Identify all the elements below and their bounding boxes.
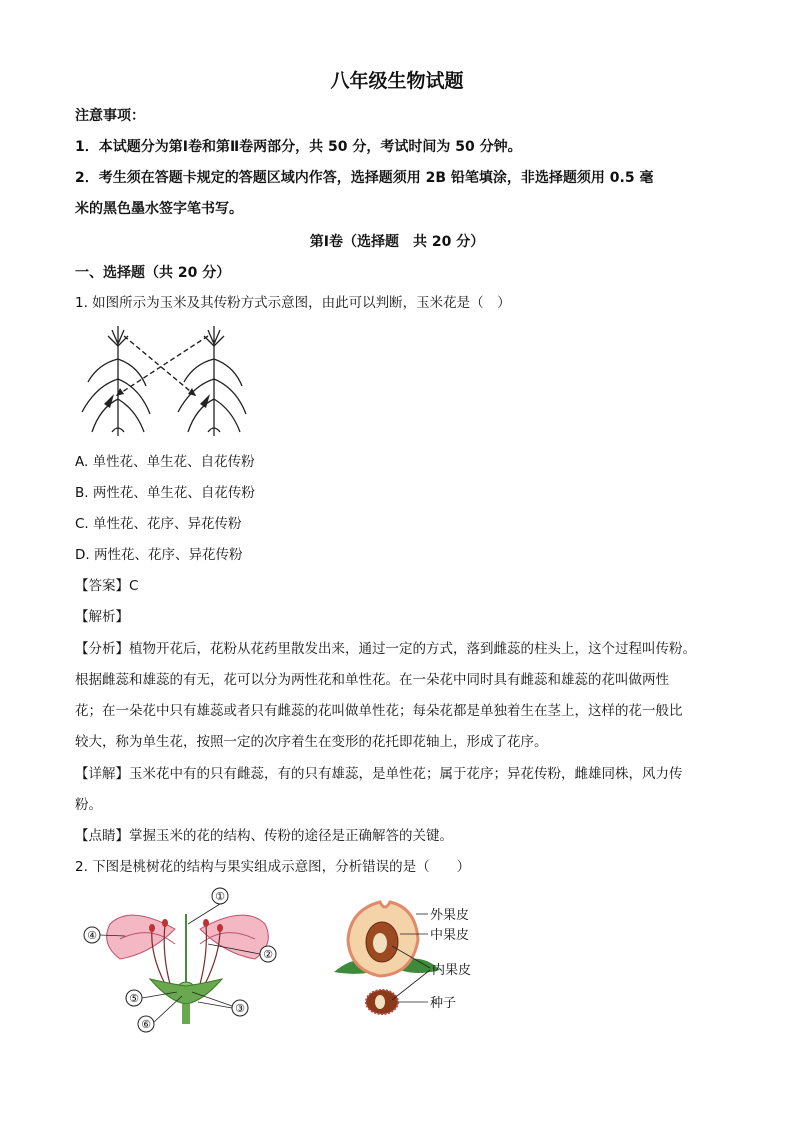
q1-option-d: D. 两性花、花序、异花传粉	[75, 547, 243, 563]
analysis-line-2: 根据雌蕊和雄蕊的有无，花可以分为两性花和单性花。在一朵花中同时具有雌蕊和雄蕊的花叫做两性	[75, 672, 669, 688]
analysis-line-6: 粉。	[75, 797, 102, 813]
notes-heading: 注意事项：	[75, 108, 145, 124]
flower-label-6: ⑥	[141, 1018, 151, 1031]
flower-label-3: ③	[235, 1002, 245, 1015]
analysis-line-1: 【分析】植物开花后，花粉从花药里散发出来，通过一定的方式，落到雌蕊的柱头上，这个过程叫传粉。	[75, 641, 696, 657]
flower-label-4: ④	[87, 929, 97, 942]
analysis-line-4: 较大，称为单生花，按照一定的次序着生在变形的花托即花轴上，形成了花序。	[75, 734, 548, 750]
flower-label-2: ②	[263, 948, 273, 961]
answer-label: 【答案】	[75, 578, 129, 594]
section1-title: 一、选择题（共 20 分）	[75, 265, 231, 281]
q1-option-c: C. 单性花、花序、异花传粉	[75, 516, 242, 532]
note-item-1: 1．本试题分为第Ⅰ卷和第Ⅱ卷两部分，共 50 分，考试时间为 50 分钟。	[75, 139, 522, 155]
part1-title: 第Ⅰ卷（选择题 共 20 分）	[309, 234, 485, 250]
page-title: 八年级生物试题	[330, 70, 464, 92]
fruit-label-exocarp: 外果皮	[430, 908, 470, 923]
peach-flower-figure	[80, 884, 290, 1034]
q1-stem: 1. 如图所示为玉米及其传粉方式示意图，由此可以判断，玉米花是（ ）	[75, 295, 511, 311]
fruit-label-mesocarp: 中果皮	[430, 928, 470, 943]
q2-stem: 2. 下图是桃树花的结构与果实组成示意图，分析错误的是（ ）	[75, 859, 471, 875]
q1-option-a: A. 单性花、单生花、自花传粉	[75, 454, 255, 470]
analysis-label: 【解析】	[75, 609, 129, 625]
fruit-label-endocarp: 内果皮	[432, 963, 472, 978]
note-item-3: 米的黑色墨水签字笔书写。	[75, 201, 243, 217]
q1-answer-row	[75, 574, 138, 594]
analysis-line-3: 花；在一朵花中只有雄蕊或者只有雌蕊的花叫做单性花；每朵花都是单独着生在茎上，这样的花一般比	[75, 703, 683, 719]
fruit-label-seed: 种子	[430, 996, 457, 1011]
corn-pollination-figure	[78, 324, 248, 439]
analysis-line-7: 【点睛】掌握玉米的花的结构、传粉的途径是正确解答的关键。	[75, 828, 453, 844]
q1-option-b: B. 两性花、单生花、自花传粉	[75, 485, 255, 501]
answer-value: C	[129, 578, 139, 594]
analysis-line-5: 【详解】玉米花中有的只有雌蕊，有的只有雄蕊，是单性花；属于花序；异花传粉，雌雄同株，风力传	[75, 766, 683, 782]
note-item-2: 2．考生须在答题卡规定的答题区域内作答，选择题须用 2B 铅笔填涂，非选择题须用 0.5 毫	[75, 170, 654, 186]
peach-fruit-figure	[330, 890, 500, 1020]
flower-label-5: ⑤	[129, 992, 139, 1005]
flower-label-1: ①	[215, 890, 225, 903]
